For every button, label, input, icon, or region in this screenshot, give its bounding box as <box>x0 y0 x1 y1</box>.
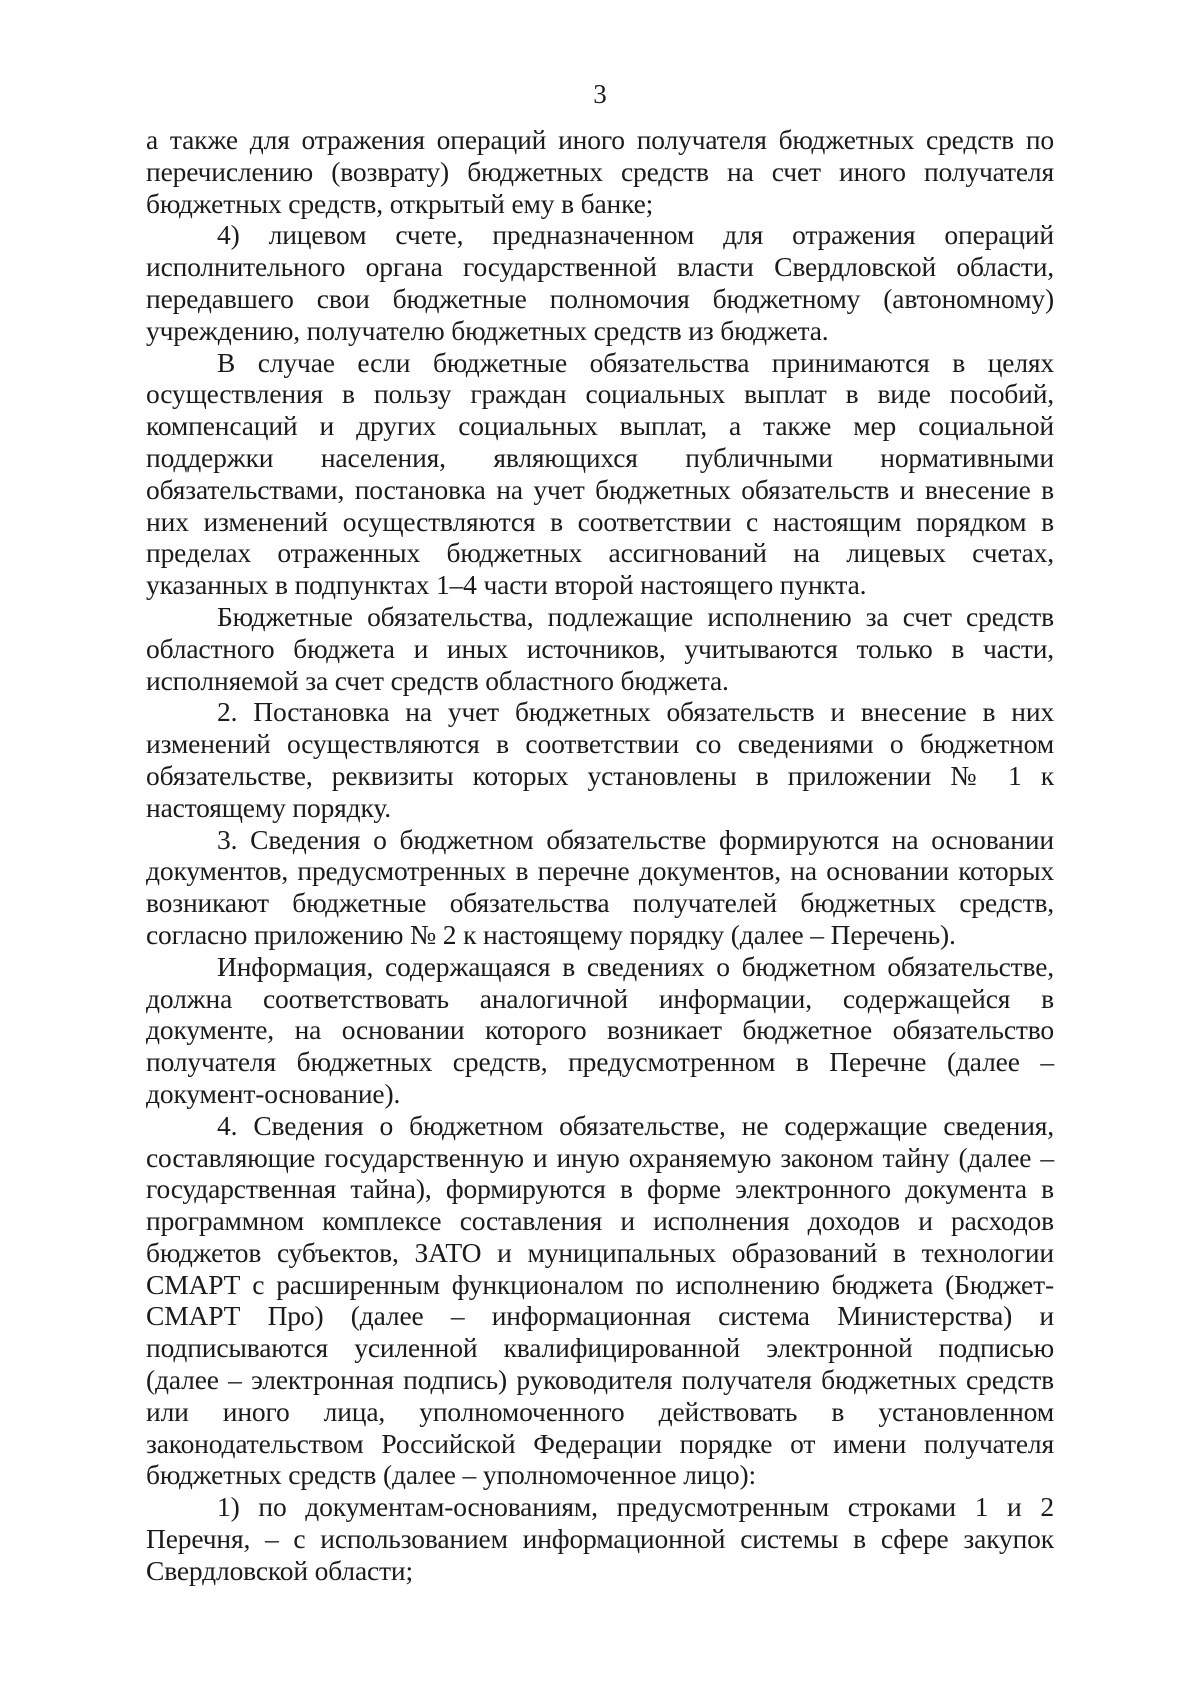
paragraph-budget-obligations-part: Бюджетные обязательства, подлежащие исполнению за счет средств областного бюджета и иных источников, учитываются только в части, исполняемой за счет средств областного бюджета. <box>146 600 1054 696</box>
page-number: 3 <box>593 79 607 109</box>
paragraph-clause-4: 4. Сведения о бюджетном обязательстве, не содержащие сведения, составляющие государственную и иную охраняемую законом тайну (далее – государственная тайна), формируются в форме электронного документа в программном комплексе составления и исполнения доходов и расходов бюджетов субъектов, ЗАТО и муниципальных образований в технологии СМАРТ с расширенным функционалом по исполнению бюджета (Бюджет-СМАРТ Про) (далее – информационная система Министерства) и подписываются усиленной квалифицированной электронной подписью (далее – электронная подпись) руководителя получателя бюджетных средств или иного лица, уполномоченного действовать в установленном законодательством Российской Федерации порядке от имени получателя бюджетных средств (далее – уполномоченное лицо): <box>146 1109 1054 1491</box>
paragraph-clause-2: 2. Постановка на учет бюджетных обязательств и внесение в них изменений осуществляются в соответствии со сведениями о бюджетном обязательстве, реквизиты которых установлены в приложении № 1 к настоящему порядку. <box>146 696 1054 823</box>
paragraph-clause-3: 3. Сведения о бюджетном обязательстве формируются на основании документов, предусмотренных в перечне документов, на основании которых возникают бюджетные обязательства получателей бюджетных средств, согласно приложению № 2 к настоящему порядку (далее – Перечень). <box>146 823 1054 950</box>
paragraph-information-content: Информация, содержащаяся в сведениях о бюджетном обязательстве, должна соответствовать аналогичной информации, содержащейся в документе, на основании которого возникает бюджетное обязательство получателя бюджетных средств, предусмотренном в Перечне (далее – документ-основание). <box>146 950 1054 1109</box>
document-body <box>146 124 1054 1587</box>
paragraph-continuation: а также для отражения операций иного получателя бюджетных средств по перечислению (возврату) бюджетных средств на счет иного получателя бюджетных средств, открытый ему в банке; <box>146 124 1054 219</box>
paragraph-social-payments: В случае если бюджетные обязательства принимаются в целях осуществления в пользу граждан социальных выплат в виде пособий, компенсаций и других социальных выплат, а также мер социальной поддержки населения, являющихся публичными нормативными обязательствами, постановка на учет бюджетных обязательств и внесение в них изменений осуществляются в соответствии с настоящим порядком в пределах отраженных бюджетных ассигнований на лицевых счетах, указанных в подпунктах 1–4 части второй настоящего пункта. <box>146 346 1054 601</box>
paragraph-subclause-1: 1) по документам-основаниям, предусмотренным строками 1 и 2 Перечня, – с использованием информационной системы в сфере закупок Свердловской области; <box>146 1491 1054 1586</box>
paragraph-item-4: 4) лицевом счете, предназначенном для отражения операций исполнительного органа государственной власти Свердловской области, передавшего свои бюджетные полномочия бюджетному (автономному) учреждению, получателю бюджетных средств из бюджета. <box>146 219 1054 346</box>
